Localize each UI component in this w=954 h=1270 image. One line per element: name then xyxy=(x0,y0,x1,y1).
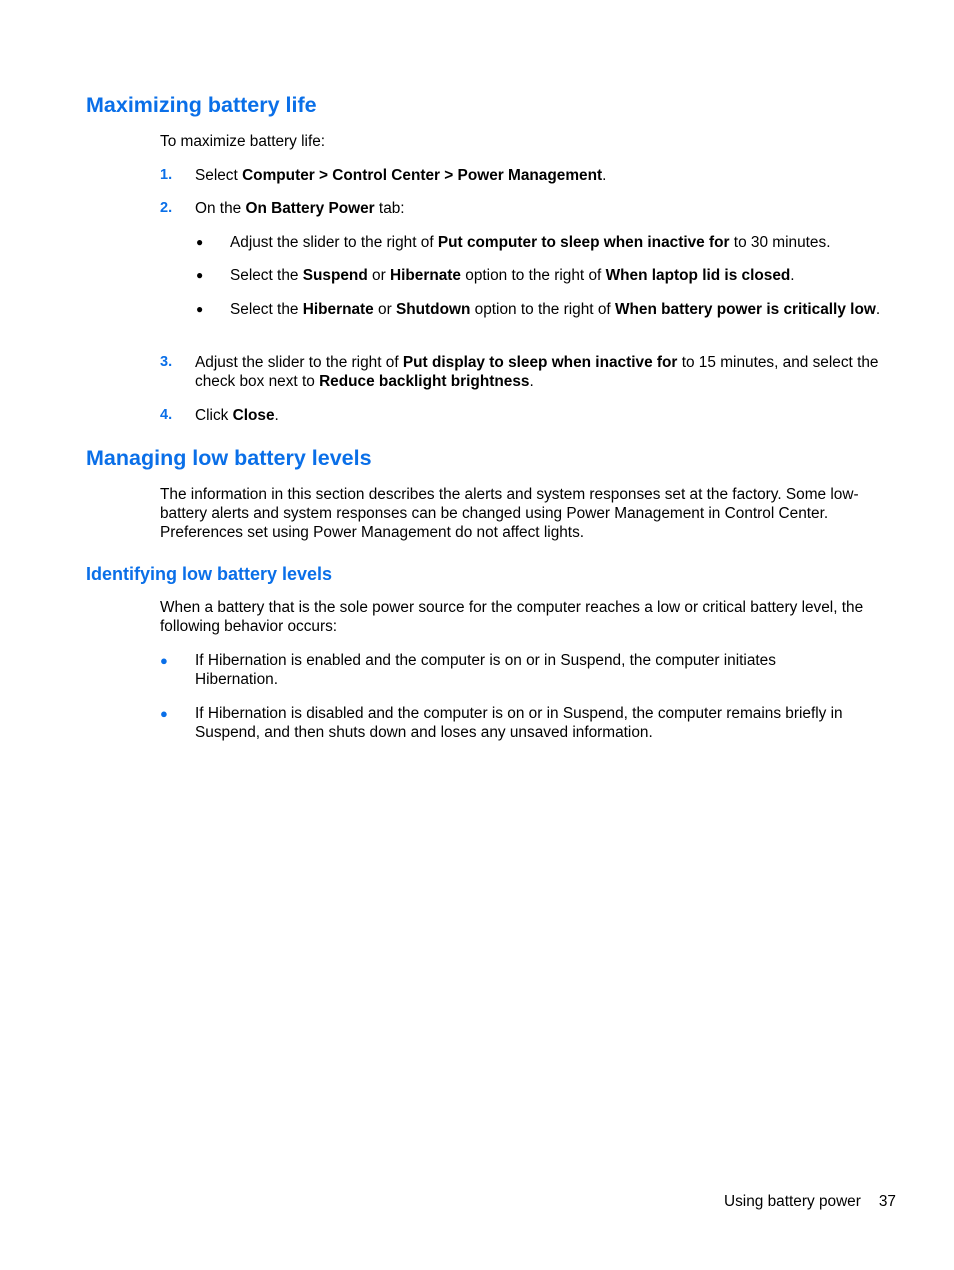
step-number: 3. xyxy=(160,354,173,370)
identifying-bullet-1-text: If Hibernation is enabled and the computer is on or in Suspend, the computer initiates Hibernation. xyxy=(195,652,776,688)
managing-body-text: The information in this section describes the alerts and system responses set at the factory. Some low-battery alerts and system responses can be changed using Power Management in Control Center. Preferences set using Power Management do not affect lights. xyxy=(160,486,859,541)
sub-bullet-2-text: Select the Suspend or Hibernate option to the right of When laptop lid is closed. xyxy=(230,267,795,284)
bullet-icon: ● xyxy=(196,302,204,316)
section-title-managing: Managing low battery levels xyxy=(86,446,372,470)
step-3-text: Adjust the slider to the right of Put display to sleep when inactive for to 15 minutes, and select the check box next to Reduce backlight brightness. xyxy=(195,354,879,390)
step-1-text: Select Computer > Control Center > Power Management. xyxy=(195,167,607,184)
step-number: 4. xyxy=(160,407,173,423)
bullet-icon: ● xyxy=(160,706,168,721)
intro-text: To maximize battery life: xyxy=(160,133,326,150)
step-number: 1. xyxy=(160,167,173,183)
page-number: 37 xyxy=(878,1193,896,1210)
bullet-icon: ● xyxy=(160,653,168,668)
identifying-body-text: When a battery that is the sole power source for the computer reaches a low or critical battery level, the following behavior occurs: xyxy=(160,599,864,635)
sub-bullet-3-text: Select the Hibernate or Shutdown option to the right of When battery power is critically low. xyxy=(230,301,881,318)
bullet-icon: ● xyxy=(196,235,204,249)
subsection-title-identifying: Identifying low battery levels xyxy=(86,564,333,584)
bullet-icon: ● xyxy=(196,268,204,282)
footer-label: Using battery power xyxy=(724,1193,861,1210)
step-2-text: On the On Battery Power tab: xyxy=(195,200,405,217)
sub-bullet-1-text: Adjust the slider to the right of Put computer to sleep when inactive for to 30 minutes. xyxy=(230,234,831,251)
identifying-bullet-2-text: If Hibernation is disabled and the computer is on or in Suspend, the computer remains briefly in Suspend, and then shuts down and loses any unsaved information. xyxy=(195,705,843,741)
section-title-maximizing: Maximizing battery life xyxy=(86,93,317,117)
step-number: 2. xyxy=(160,200,173,216)
step-4-text: Click Close. xyxy=(195,407,279,424)
page-footer xyxy=(700,1192,896,1211)
